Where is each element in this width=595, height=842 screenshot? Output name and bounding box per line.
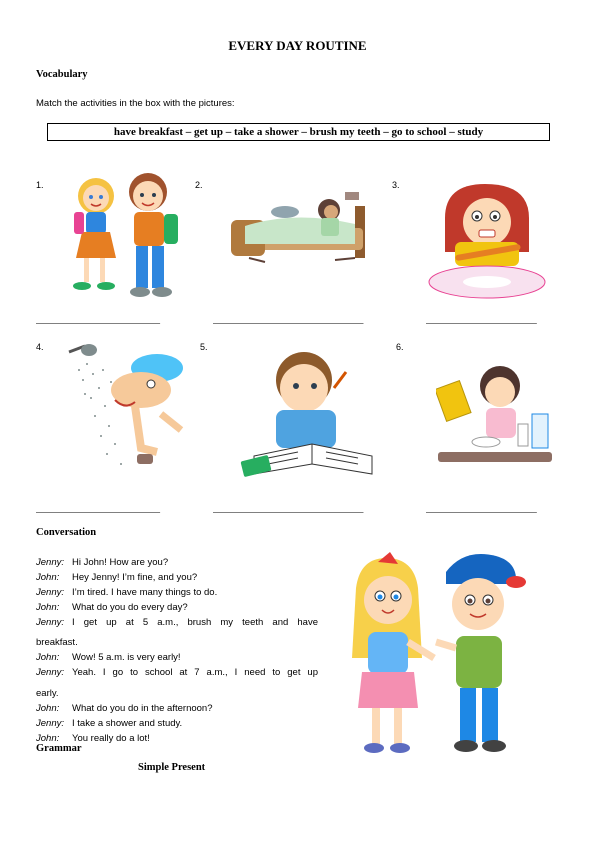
answer-line-1[interactable]: ____________________________ [36, 314, 160, 324]
kids-going-to-school-picture [62, 166, 192, 302]
conversation-dialogue [36, 555, 318, 745]
grammar-subheading: Simple Present [138, 762, 206, 773]
speaker-label: John: [36, 733, 60, 744]
item-number-5: 5. [200, 342, 208, 352]
speaker-label: John: [36, 572, 60, 583]
girl-having-breakfast-picture [436, 362, 554, 472]
dialogue-line [36, 686, 318, 701]
answer-line-6[interactable]: _________________________ [426, 503, 537, 513]
dialogue-text: Yeah. I go to school at 7 a.m., I need to get up [72, 667, 318, 678]
speaker-label: John: [36, 703, 60, 714]
answer-line-3[interactable]: _________________________ [426, 314, 537, 324]
speaker-label: Jenny: [36, 718, 64, 729]
dialogue-line [36, 555, 318, 570]
dialogue-text: Hi John! How are you? [72, 557, 169, 568]
dialogue-text: I get up at 5 a.m., brush my teeth and have [72, 617, 318, 628]
dialogue-line [36, 635, 318, 650]
item-number-1: 1. [36, 180, 44, 190]
dialogue-text: What do you do every day? [72, 602, 188, 613]
dialogue-text: Wow! 5 a.m. is very early! [72, 652, 181, 663]
speaker-label: Jenny: [36, 557, 64, 568]
item-number-4: 4. [36, 342, 44, 352]
answer-line-5[interactable]: __________________________________ [213, 503, 363, 513]
dialogue-line [36, 570, 318, 585]
item-number-2: 2. [195, 180, 203, 190]
vocabulary-instruction: Match the activities in the box with the pictures: [36, 98, 235, 109]
dialogue-line [36, 716, 318, 731]
dialogue-line [36, 665, 318, 680]
page-title: EVERY DAY ROUTINE [228, 38, 367, 53]
dialogue-line [36, 585, 318, 600]
dialogue-text: Hey Jenny! I’m fine, and you? [72, 572, 198, 583]
activities-box: have breakfast – get up – take a shower – brush my teeth – go to school – study [47, 123, 550, 141]
dialogue-text: I take a shower and study. [72, 718, 183, 729]
grammar-heading: Grammar [36, 743, 82, 754]
boy-studying-picture [238, 346, 388, 484]
dialogue-line [36, 600, 318, 615]
speaker-label: Jenny: [36, 617, 64, 628]
dialogue-text: I’m tired. I have many things to do. [72, 587, 218, 598]
speaker-label: John: [36, 602, 60, 613]
item-number-3: 3. [392, 180, 400, 190]
dialogue-line [36, 701, 318, 716]
dialogue-text: What do you do in the afternoon? [72, 703, 213, 714]
girl-waking-up-picture [225, 188, 385, 268]
dialogue-line [36, 615, 318, 630]
dialogue-text: You really do a lot! [72, 733, 150, 744]
girl-and-boy-talking-picture [346, 548, 526, 763]
answer-line-4[interactable]: ____________________________ [36, 503, 160, 513]
man-taking-shower-picture [65, 340, 195, 480]
conversation-heading: Conversation [36, 527, 97, 538]
dialogue-text: breakfast. [36, 637, 78, 648]
item-number-6: 6. [396, 342, 404, 352]
speaker-label: Jenny: [36, 667, 64, 678]
dialogue-line [36, 650, 318, 665]
vocabulary-heading: Vocabulary [36, 69, 88, 80]
answer-line-2[interactable]: __________________________________ [213, 314, 363, 324]
dialogue-text: early. [36, 688, 59, 699]
speaker-label: Jenny: [36, 587, 64, 598]
speaker-label: John: [36, 652, 60, 663]
girl-brushing-teeth-picture [425, 178, 555, 300]
